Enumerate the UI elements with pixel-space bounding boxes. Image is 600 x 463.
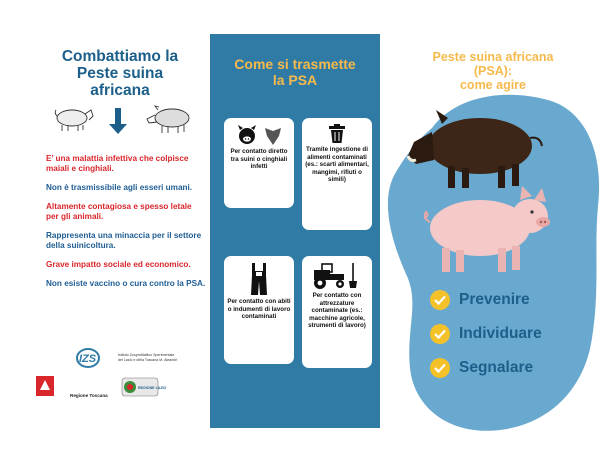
transmission-card-clothing (224, 256, 294, 364)
izs-logo-text: IZS (79, 353, 97, 365)
transmission-card-ingestion (302, 118, 372, 230)
pig-sketch-icon (55, 110, 93, 131)
left-panel (36, 48, 204, 420)
card-text: Per contatto diretto tra suini o cinghiali infetti (230, 148, 288, 171)
regione-toscana-emblem-icon (36, 376, 54, 396)
checkmark-icon (430, 290, 450, 310)
regione-toscana-label: Regione Toscana (70, 393, 108, 398)
action-label: Individuare (459, 325, 542, 342)
fact-item: E’ una malattia infettiva che colpisce maiali e cinghiali. (46, 154, 189, 173)
regione-lazio-label: REGIONE LAZIO (138, 386, 167, 390)
izs-caption-1: Istituto Zooprofilattico Sperimentale (118, 353, 175, 357)
regione-lazio-emblem-icon (122, 378, 167, 396)
action-label: Prevenire (459, 291, 530, 308)
transmission-title-line-2: la PSA (272, 72, 318, 88)
action-item-identify (430, 324, 542, 344)
card-text: Tramite ingestione di alimenti contaminati (es.: scarti alimentari, mangimi, rifiuti o simili) (305, 146, 369, 184)
checkmark-icon (430, 358, 450, 378)
fact-item: Grave impatto sociale ed economico. (46, 260, 191, 269)
transmission-panel (210, 34, 380, 428)
regional-logos (36, 374, 206, 402)
fact-item: Altamente contagiosa e spesso letale per gli animali. (46, 202, 192, 221)
overalls-icon (248, 262, 270, 296)
transmission-card-equipment (302, 256, 372, 368)
how-to-act-title-line-3: come agire (459, 78, 526, 92)
action-item-prevent (430, 290, 542, 310)
boar-sketch-icon (147, 106, 189, 133)
how-to-act-title-line-1: Peste suina africana (432, 50, 554, 64)
checkmark-icon (430, 324, 450, 344)
izs-caption-2: del Lazio e della Toscana M. Aleandri (118, 358, 178, 362)
transmission-card-direct-contact (224, 118, 294, 208)
left-title-line-3: africana (90, 82, 150, 99)
action-label: Segnalare (459, 359, 534, 376)
trash-bin-icon (328, 124, 346, 144)
fact-item: Rappresenta una minaccia per il settore della suinicoltura. (46, 231, 202, 250)
action-item-report (430, 358, 542, 378)
card-text: Per contatto con abiti o indumenti di lavoro contaminati (227, 298, 291, 321)
fact-item: Non esiste vaccino o cura contro la PSA. (46, 279, 206, 288)
card-text: Per contatto con attrezzature contaminate (es.: macchine agricole, strumenti di lavoro) (308, 292, 366, 330)
left-title-line-2: Peste suina (76, 65, 164, 82)
pig-boar-heads-icon (233, 124, 285, 146)
pig-boar-arrow-illustration (54, 100, 204, 146)
transmission-title-line-1: Come si trasmette (234, 56, 356, 72)
actions-list (430, 290, 542, 392)
fact-item: Non è trasmissibile agli esseri umani. (46, 183, 193, 192)
arrow-down-icon (109, 108, 127, 134)
facts-list (46, 154, 206, 298)
transmission-title (210, 56, 380, 88)
how-to-act-title-line-2: (PSA): (473, 64, 513, 78)
tractor-shovel-icon (310, 262, 364, 290)
izs-logo (76, 346, 206, 370)
left-title-line-1: Combattiamo la (61, 48, 179, 65)
how-to-act-title (418, 50, 568, 92)
left-title (36, 48, 204, 99)
